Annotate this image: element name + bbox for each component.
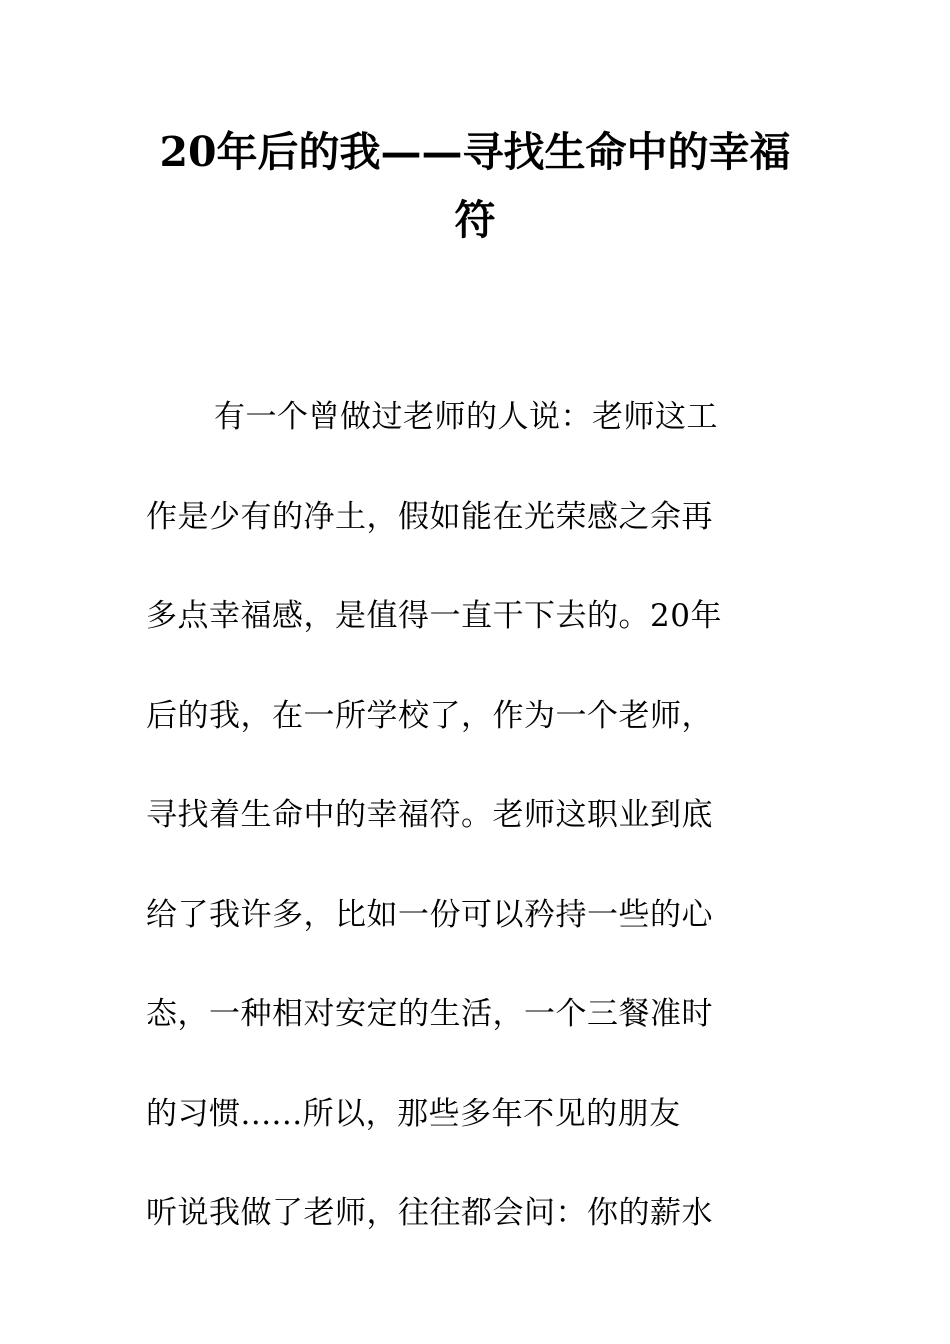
paragraph-line: 给了我许多，比如一份可以矜持一些的心 (146, 896, 713, 933)
paragraph-line: 作是少有的净土，假如能在光荣感之余再 (146, 498, 713, 535)
paragraph-line: 的习惯......所以，那些多年不见的朋友 (146, 1095, 681, 1132)
title-line: 符 (454, 196, 496, 244)
paragraph-line: 态，一种相对安定的生活，一个三餐准时 (146, 996, 713, 1032)
paragraph-line: 后的我，在一所学校了，作为一个老师， (146, 697, 713, 734)
paragraph-line: 有一个曾做过老师的人说：老师这工 (214, 399, 718, 435)
paragraph-line: 听说我做了老师，往往都会问：你的薪水 (146, 1195, 713, 1231)
document-title (140, 118, 810, 254)
paragraph-line: 寻找着生命中的幸福符。老师这职业到底 (146, 797, 713, 833)
paragraph-line: 多点幸福感，是值得一直干下去的。20年 (146, 598, 722, 634)
title-line: 20年后的我——寻找生命中的幸福 (159, 128, 791, 176)
document-body (146, 368, 786, 1264)
